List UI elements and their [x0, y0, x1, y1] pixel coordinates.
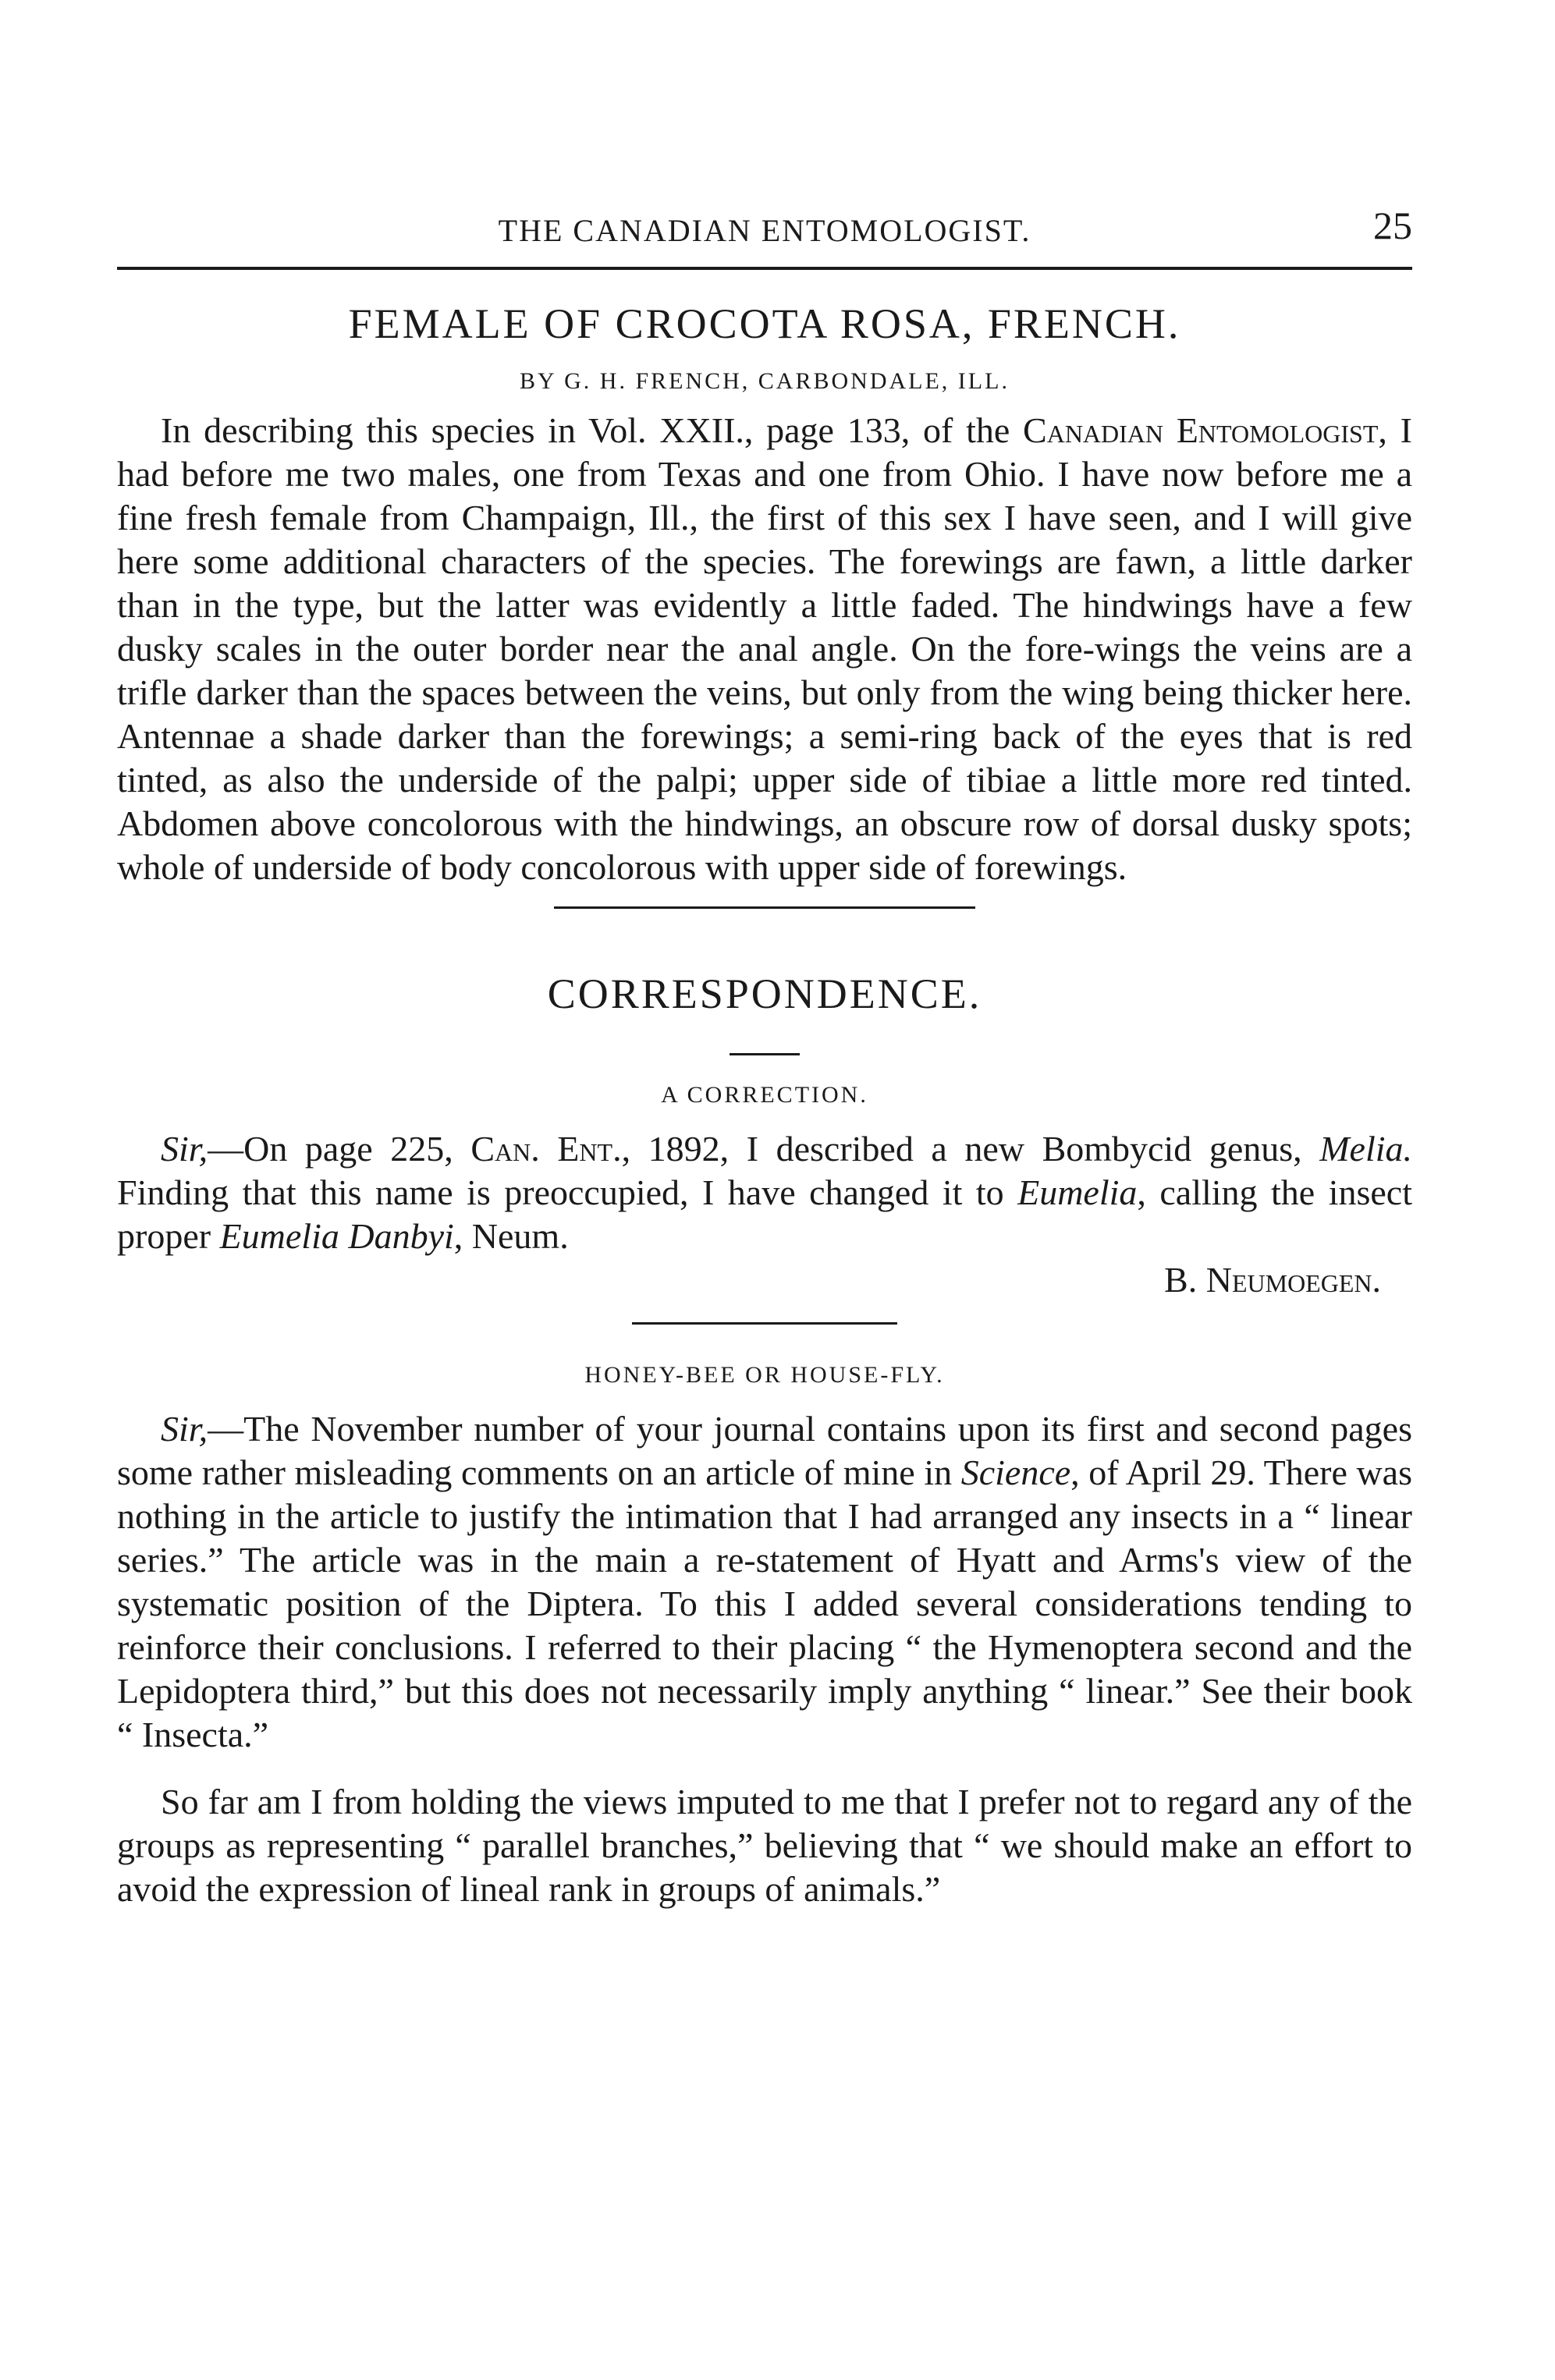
- running-title: THE CANADIAN ENTOMOLOGIST.: [498, 213, 1031, 248]
- letter-text: , 1892, I described a new Bombycid genus,: [621, 1128, 1320, 1169]
- letter-text: Finding that this name is preoccupied, I have changed it to: [117, 1172, 1018, 1212]
- letter-paragraph: [117, 1407, 1412, 1757]
- page-number: 25: [1373, 204, 1412, 247]
- letter-text: , calling the insect proper: [117, 1172, 1412, 1256]
- species-name: Eumelia Danbyi: [219, 1215, 454, 1256]
- letter-divider: [632, 1322, 897, 1325]
- letter-paragraph: [117, 1127, 1412, 1258]
- section-divider: [554, 906, 975, 909]
- letter-heading-correction: A CORRECTION.: [661, 1081, 868, 1108]
- running-head: [117, 203, 1412, 257]
- journal-abbrev: Can. Ent.: [470, 1128, 622, 1169]
- signature: [117, 1258, 1412, 1302]
- correspondence-title: CORRESPONDENCE.: [547, 970, 982, 1017]
- article-byline: BY G. H. FRENCH, CARBONDALE, ILL.: [520, 368, 1010, 394]
- journal-title: Science: [960, 1452, 1071, 1492]
- letter-text: —The November number of your journal contains upon its first and second pages some rather misleading comments on an article of mine in: [117, 1408, 1412, 1492]
- letter-paragraph: So far am I from holding the views imputed to me that I prefer not to regard any of the groups as representing “ parallel branches,” believing that “ we should make an effort to avoid the expression of lineal rank in groups of animals.”: [117, 1781, 1412, 1909]
- title-divider: [730, 1053, 800, 1055]
- signature-name: Neumoegen.: [1205, 1259, 1381, 1300]
- letter-text: —On page 225,: [208, 1128, 471, 1169]
- genus-name: Eumelia: [1017, 1172, 1138, 1212]
- header-rule: [117, 267, 1412, 270]
- letter-heading-honeybee: HONEY-BEE OR HOUSE-FLY.: [584, 1361, 945, 1388]
- letter-text: , Neum.: [453, 1215, 569, 1256]
- article-text: , I had before me two males, one from Texas and one from Ohio. I have now before me a fine fresh female from Champaign, Ill., the first of this sex I have seen, and I will give here some additional characters of the species. The forewings are fawn, a little darker than in the type, but the latter was evidently a little faded. The hindwings have a few dusky scales in the outer border near the anal angle. On the fore-wings the veins are a trifle darker than the spaces between the veins, but only from the wing being thicker here. Antennae a shade darker than the forewings; a semi-ring back of the eyes that is red tinted, as also the underside of the palpi; upper side of tibiae a little more red tinted. Abdomen above concolorous with the hindwings, an obscure row of dorsal dusky spots; whole of underside of body concolorous with upper side of forewings.: [117, 410, 1412, 887]
- signature-initial: B.: [1164, 1259, 1206, 1300]
- article-text: In describing this species in Vol. XXII., page 133, of the: [161, 410, 1024, 450]
- salutation: Sir,: [161, 1408, 208, 1449]
- article-title: FEMALE OF CROCOTA ROSA, FRENCH.: [348, 300, 1181, 347]
- article-paragraph: [117, 409, 1412, 889]
- salutation: Sir,: [161, 1128, 208, 1169]
- letter-text: , of April 29. There was nothing in the article to justify the intimation that I had arranged any insects in a “ linear series.” The article was in the main a re-statement of Hyatt and Arms's view of the systematic position of the Diptera. To this I added several considerations tending to reinforce their conclusions. I referred to their placing “ the Hymenoptera second and the Lepidoptera third,” but this does not necessarily imply anything “ linear.” See their book “ Insecta.”: [117, 1452, 1412, 1754]
- journal-name: Canadian Entomologist: [1023, 410, 1379, 450]
- genus-name: Melia.: [1319, 1128, 1412, 1169]
- page: [117, 203, 1412, 1911]
